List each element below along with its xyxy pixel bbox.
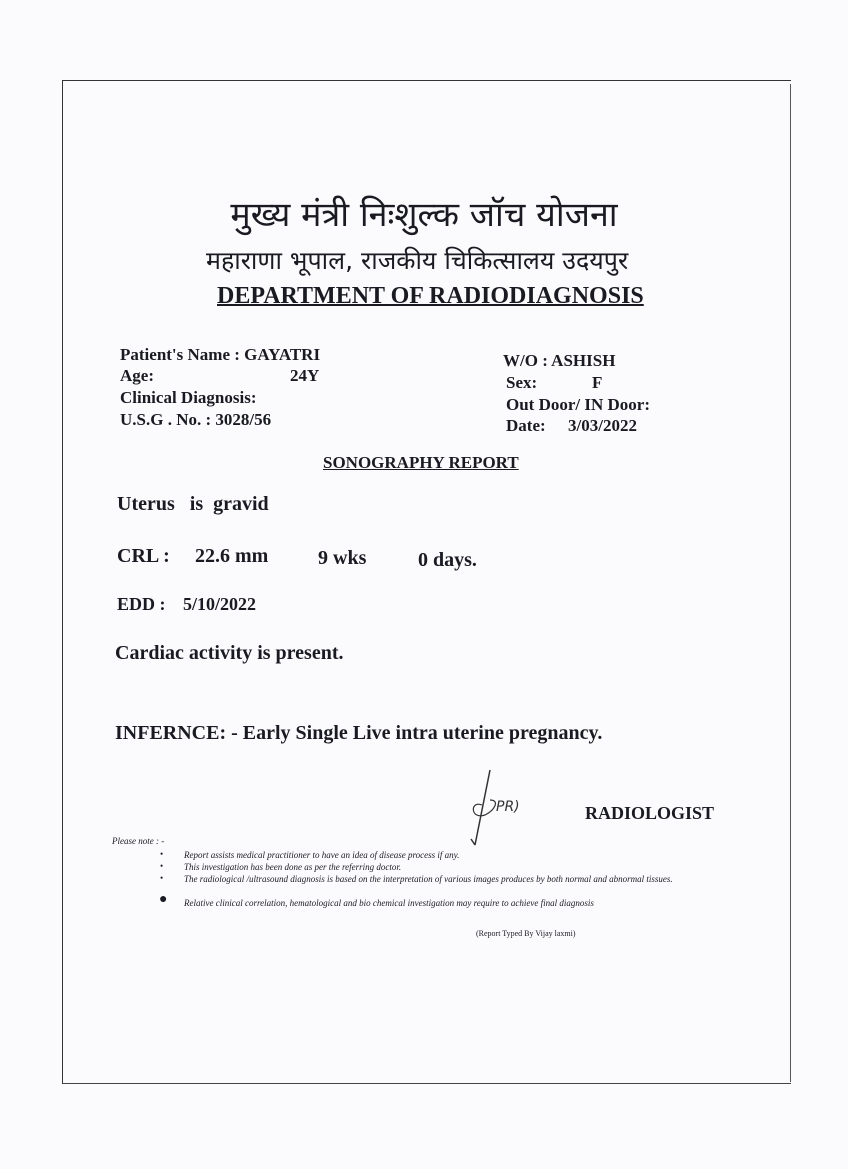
scheme-title: मुख्य मंत्री निःशुल्क जॉच योजना	[230, 195, 618, 235]
door-type: Out Door/ IN Door:	[506, 395, 651, 414]
bullet-icon: •	[160, 861, 164, 871]
note-item: Relative clinical correlation, hematological and bio chemical investigation may require to achieve final diagnosis	[184, 898, 594, 908]
age-value: 24Y	[290, 366, 320, 385]
bullet-icon: •	[160, 873, 164, 883]
cardiac-activity: Cardiac activity is present.	[115, 642, 344, 664]
hospital-name: महाराणा भूपाल, राजकीय चिकित्सालय उदयपुर	[206, 246, 629, 275]
report-title: SONOGRAPHY REPORT	[323, 453, 519, 472]
radiologist-label: RADIOLOGIST	[585, 803, 715, 823]
crl-value: 22.6 mm	[195, 545, 269, 567]
svg-text:PR): PR)	[496, 799, 520, 815]
sex-label: Sex:	[506, 373, 538, 392]
uterus-finding: Uterus is gravid	[117, 493, 269, 515]
inference: INFERNCE: - Early Single Live intra uterine pregnancy.	[115, 722, 603, 744]
age-label: Age:	[120, 366, 154, 385]
note-item: Report assists medical practitioner to have an idea of disease process if any.	[184, 850, 460, 860]
wife-of: W/O : ASHISH	[503, 351, 616, 370]
signature	[460, 765, 550, 855]
date-value: 3/03/2022	[568, 416, 637, 435]
clinical-diagnosis: Clinical Diagnosis:	[120, 388, 257, 407]
crl-label: CRL :	[117, 545, 170, 567]
patient-name: Patient's Name : GAYATRI	[120, 345, 321, 364]
crl-days: 0 days.	[418, 549, 477, 571]
department-title: DEPARTMENT OF RADIODIAGNOSIS	[217, 283, 644, 309]
note-item: The radiological /ultrasound diagnosis is based on the interpretation of various images produces by both normal and abnormal tissues.	[184, 874, 673, 884]
date-label: Date:	[506, 416, 546, 435]
edd-label: EDD :	[117, 594, 166, 614]
edd-value: 5/10/2022	[183, 594, 257, 614]
bullet-icon: •	[160, 849, 164, 859]
notes-heading: Please note : -	[112, 836, 165, 846]
sex-value: F	[592, 373, 603, 392]
typed-by: (Report Typed By Vijay laxmi)	[476, 929, 576, 938]
usg-number: U.S.G . No. : 3028/56	[120, 410, 272, 429]
bullet-icon: ●	[159, 892, 168, 907]
crl-weeks: 9 wks	[318, 547, 367, 569]
note-item: This investigation has been done as per the referring doctor.	[184, 862, 402, 872]
